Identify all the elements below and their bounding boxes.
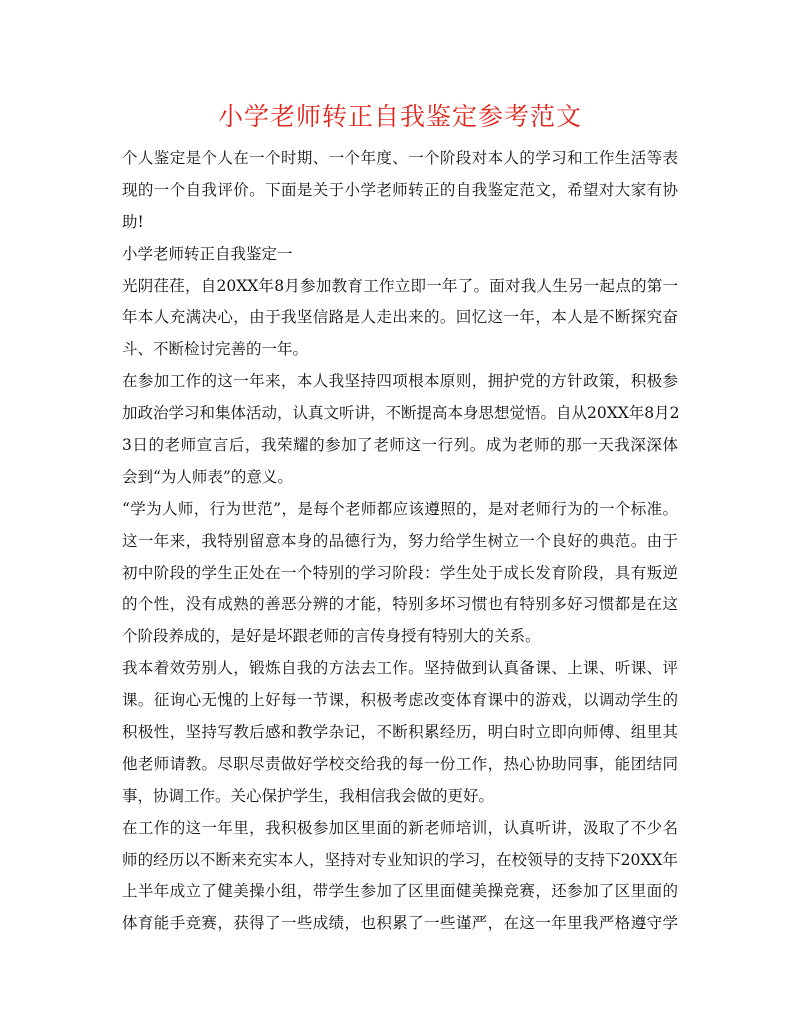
body-text-line: 事，协调工作。关心保护学生，我相信我会做的更好。 [122,786,495,805]
body-text-line: 的个性，没有成熟的善恶分辨的才能，特别多坏习惯也有特别多好习惯都是在这 [122,595,678,614]
body-text-line: 加政治学习和集体活动，认真文听讲，不断提高本身思想觉悟。自从20XX年8月2 [122,404,680,423]
body-text-line: 助! [122,212,144,231]
body-text-line: 在参加工作的这一年来，本人我坚持四项根本原则，拥护党的方针政策，积极参 [122,372,678,391]
body-text-line: 现的一个自我评价。下面是关于小学老师转正的自我鉴定范文，希望对大家有协 [122,180,678,199]
body-text-line: 个人鉴定是个人在一个时期、一个年度、一个阶段对本人的学习和工作生活等表 [122,149,678,167]
body-text-line: 会到“为人师表”的意义。 [122,467,293,486]
body-text-line: 年本人充满决心，由于我坚信路是人走出来的。回忆这一年，本人是不断探究奋 [122,308,678,327]
body-text-line: 师的经历以不断来充实本人，坚持对专业知识的学习，在校领导的支持下20XX年 [122,850,678,869]
body-text-line: 3日的老师宣言后，我荣耀的参加了老师这一行列。成为老师的那一天我深深体 [122,436,678,455]
body-text-line: 体育能手竞赛，获得了一些成绩，也积累了一些谨严，在这一年里我严格遵守学 [122,914,678,933]
body-text-line: 小学老师转正自我鉴定一 [122,244,293,263]
body-text-line: 个阶段养成的，是好是坏跟老师的言传身授有特别大的关系。 [122,627,541,646]
body-text-line: 他老师请教。尽职尽责做好学校交给我的每一份工作，热心协助同事，能团结同 [122,754,678,773]
document-title: 小学老师转正自我鉴定参考范文 [217,102,582,131]
body-text-line: 课。征询心无愧的上好每一节课，积极考虑改变体育课中的游戏，以调动学生的 [122,691,678,710]
document-body [122,143,678,940]
body-text-line: 在工作的这一年里，我积极参加区里面的新老师培训，认真听讲，汲取了不少名 [122,818,678,837]
body-text-line: 积极性，坚持写教后感和教学杂记，不断积累经历，明白时立即向师傅、组里其 [122,723,678,742]
body-text-line: 光阴荏荏，自20XX年8月参加教育工作立即一年了。面对我人生另一起点的第一 [122,276,678,295]
body-text-line: 初中阶段的学生正处在一个特别的学习阶段：学生处于成长发育阶段，具有叛逆 [122,563,678,582]
body-text-line: 我本着效劳别人，锻炼自我的方法去工作。坚持做到认真备课、上课、听课、评 [122,659,678,678]
body-text-line: 斗、不断检讨完善的一年。 [122,340,309,359]
body-text-line: 上半年成立了健美操小组，带学生参加了区里面健美操竞赛，还参加了区里面的 [122,882,678,901]
body-text-line: “学为人师，行为世范”，是每个老师都应该遵照的，是对老师行为的一个标准。 [122,499,678,518]
body-text-line: 这一年来，我特别留意本身的品德行为，努力给学生树立一个良好的典范。由于 [122,531,678,550]
